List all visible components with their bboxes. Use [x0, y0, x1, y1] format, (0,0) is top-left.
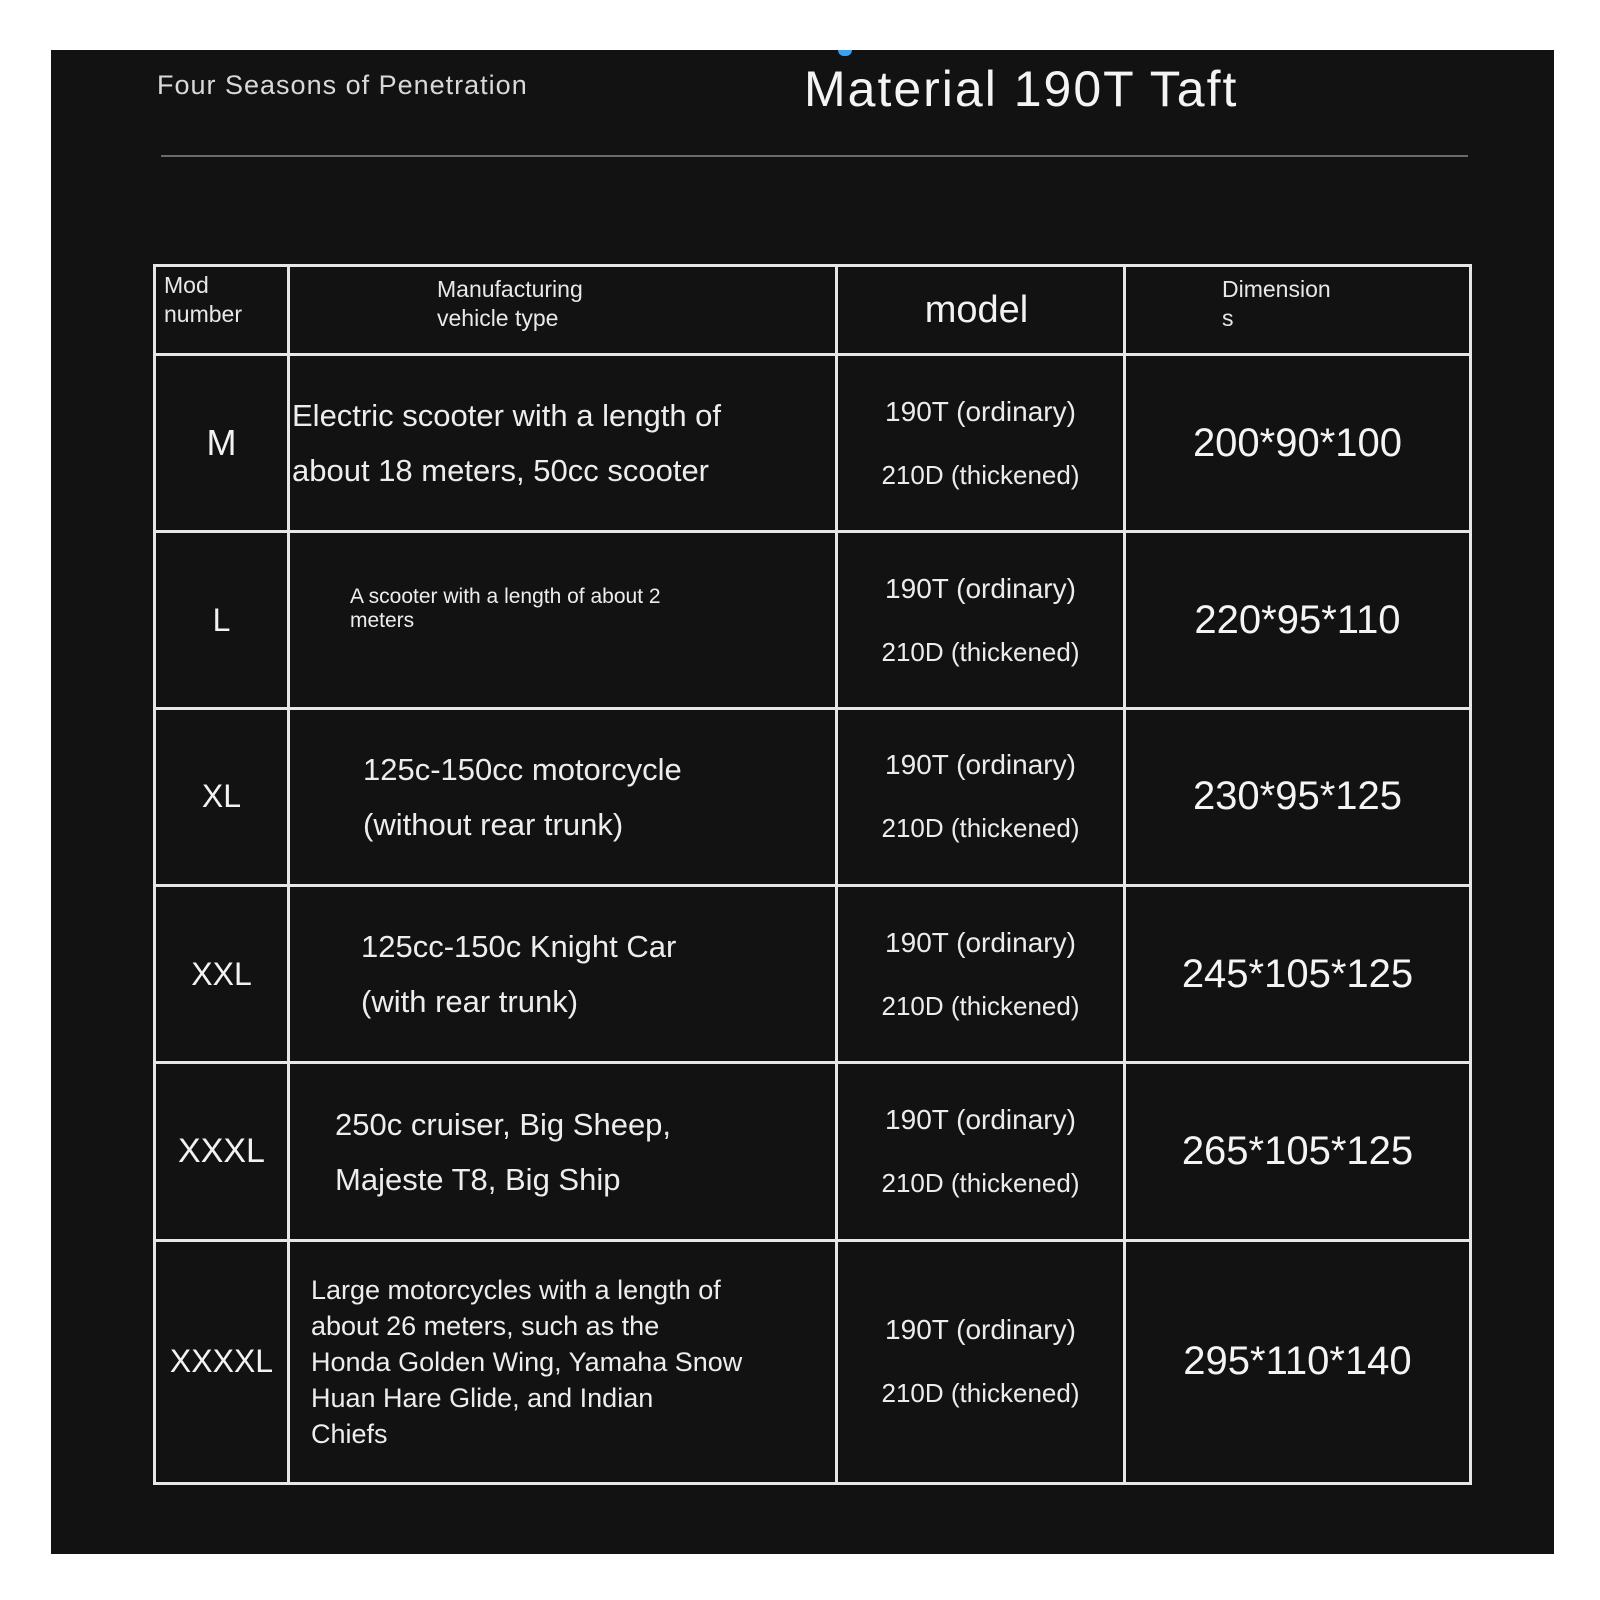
size-cell: M [155, 355, 289, 532]
table-row [155, 708, 1471, 885]
table-row [155, 355, 1471, 532]
model-thickened: 210D (thickened) [881, 990, 1080, 1021]
dimensions-cell: 200*90*100 [1125, 355, 1471, 532]
vehicle-text: A scooter with a length of about 2 [350, 585, 661, 609]
dimensions-cell: 220*95*110 [1125, 532, 1471, 708]
size-cell: XXXL [155, 1063, 289, 1240]
vehicle-text: 125cc-150c Knight Car [361, 929, 677, 965]
vehicle-text: Electric scooter with a length of [292, 398, 722, 434]
vehicle-cell [289, 355, 837, 532]
table-header-row [155, 266, 1471, 355]
page-title: Material 190T Taft [804, 61, 1239, 117]
vehicle-text: 125c-150cc motorcycle [363, 751, 682, 787]
table-row [155, 886, 1471, 1063]
header-text: s [1222, 305, 1234, 331]
model-cell [837, 708, 1125, 885]
model-ordinary: 190T (ordinary) [885, 572, 1076, 604]
model-cell [837, 355, 1125, 532]
model-ordinary: 190T (ordinary) [885, 1104, 1076, 1136]
model-ordinary: 190T (ordinary) [885, 926, 1076, 958]
vehicle-text: Honda Golden Wing, Yamaha Snow [311, 1346, 743, 1377]
model-thickened: 210D (thickened) [881, 636, 1080, 667]
vehicle-text: (with rear trunk) [361, 984, 579, 1020]
model-ordinary: 190T (ordinary) [885, 749, 1076, 781]
header-text: Dimension [1222, 276, 1331, 302]
table-row [155, 532, 1471, 708]
model-thickened: 210D (thickened) [881, 1168, 1080, 1199]
size-cell: XXL [155, 886, 289, 1063]
vehicle-cell [289, 532, 837, 708]
size-table [153, 264, 1472, 1485]
vehicle-cell [289, 708, 837, 885]
vehicle-cell [289, 1240, 837, 1483]
model-thickened: 210D (thickened) [881, 459, 1080, 490]
size-cell: L [155, 532, 289, 708]
column-header-vehicle-type [289, 266, 837, 355]
vehicle-cell [289, 886, 837, 1063]
model-thickened: 210D (thickened) [881, 813, 1080, 844]
header-text: Manufacturing [437, 276, 583, 302]
vehicle-text: Large motorcycles with a length of [311, 1274, 721, 1305]
header-text: Mod [164, 272, 209, 298]
model-thickened: 210D (thickened) [881, 1378, 1080, 1409]
vehicle-text: about 26 meters, such as the [311, 1310, 660, 1341]
vehicle-text: (without rear trunk) [363, 806, 624, 842]
dimensions-cell: 295*110*140 [1125, 1240, 1471, 1483]
vehicle-text: 250c cruiser, Big Sheep, [335, 1106, 672, 1142]
table-row [155, 1063, 1471, 1240]
dimensions-cell: 245*105*125 [1125, 886, 1471, 1063]
vehicle-text: meters [350, 609, 415, 633]
column-header-model: model [837, 266, 1125, 355]
model-cell [837, 1240, 1125, 1483]
vehicle-text: Chiefs [311, 1418, 388, 1449]
header-text: number [164, 301, 242, 327]
vehicle-text: Majeste T8, Big Ship [335, 1161, 621, 1197]
dimensions-cell: 265*105*125 [1125, 1063, 1471, 1240]
size-cell: XL [155, 708, 289, 885]
column-header-mod-number [155, 266, 289, 355]
divider [161, 155, 1468, 157]
model-ordinary: 190T (ordinary) [885, 395, 1076, 427]
vehicle-text: Huan Hare Glide, and Indian [311, 1382, 654, 1413]
column-header-dimensions [1125, 266, 1471, 355]
table-row [155, 1240, 1471, 1483]
size-cell: XXXXL [155, 1240, 289, 1483]
model-cell [837, 1063, 1125, 1240]
vehicle-text: about 18 meters, 50cc scooter [292, 453, 710, 489]
vehicle-cell [289, 1063, 837, 1240]
size-chart-panel [51, 50, 1554, 1554]
model-cell [837, 886, 1125, 1063]
model-ordinary: 190T (ordinary) [885, 1314, 1076, 1346]
dimensions-cell: 230*95*125 [1125, 708, 1471, 885]
subtitle: Four Seasons of Penetration [157, 70, 528, 100]
model-cell [837, 532, 1125, 708]
header-text: vehicle type [437, 305, 559, 331]
indicator-dot [838, 50, 852, 56]
